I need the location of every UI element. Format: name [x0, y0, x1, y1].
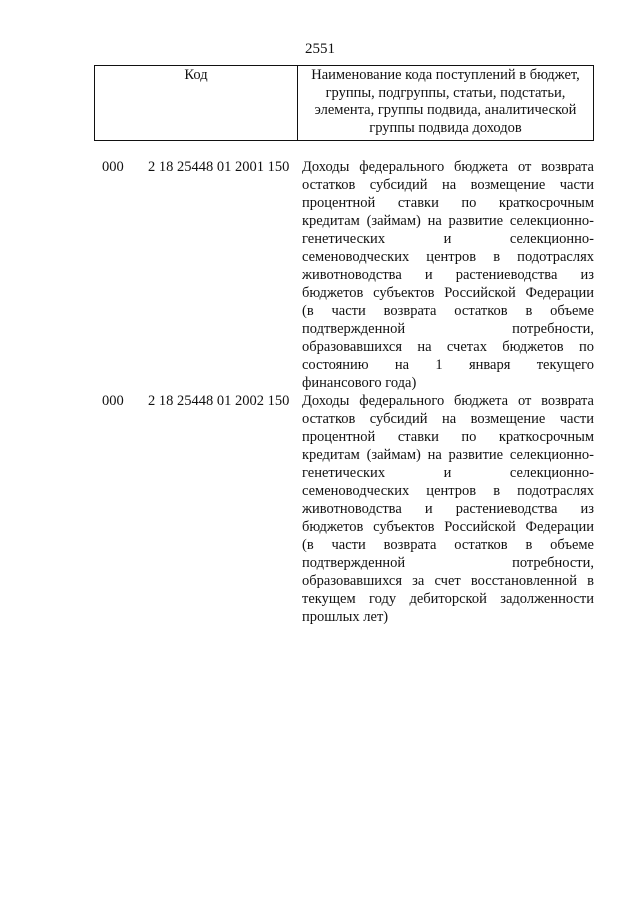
description-line: процентной ставки по краткосрочным: [302, 429, 594, 445]
description-line: Доходы федерального бюджета от возврата: [302, 159, 594, 175]
table-header: [94, 65, 594, 141]
description-line: семеноводческих центров в подотраслях: [302, 483, 594, 499]
description-line: текущем году дебиторской задолженности: [302, 591, 594, 607]
description-line: состоянию на 1 января текущего: [302, 357, 594, 373]
description-line: генетических и селекционно-: [302, 231, 594, 247]
revenue-description: [302, 392, 594, 626]
description-line: процентной ставки по краткосрочным: [302, 195, 594, 211]
description-line: генетических и селекционно-: [302, 465, 594, 481]
description-line: подтвержденной потребности,: [302, 321, 594, 337]
description-line: животноводства и растениеводства из: [302, 501, 594, 517]
revenue-description: [302, 158, 594, 392]
description-line: подтвержденной потребности,: [302, 555, 594, 571]
description-line: остатков субсидий на возмещение части: [302, 177, 594, 193]
description-line: прошлых лет): [302, 609, 389, 625]
description-line: животноводства и растениеводства из: [302, 267, 594, 283]
description-line: кредитам (займам) на развитие селекционно-: [302, 447, 594, 463]
revenue-code: 2 18 25448 01 2002 150: [148, 393, 290, 409]
admin-code: 000: [102, 393, 124, 409]
description-line: финансового года): [302, 375, 417, 391]
header-code-column: Код: [95, 66, 298, 140]
description-line: кредитам (займам) на развитие селекционно-: [302, 213, 594, 229]
header-name-column: Наименование кода поступлений в бюджет, группы, подгруппы, статьи, подстатьи, элемента, группы подвида, аналитической группы подвида доходов: [311, 67, 580, 136]
description-line: (в части возврата остатков в объеме: [302, 303, 594, 319]
table-body: [94, 158, 594, 626]
description-line: образовавшихся на счетах бюджетов по: [302, 339, 594, 355]
table-row: [94, 392, 594, 626]
description-line: образовавшихся за счет восстановленной в: [302, 573, 594, 589]
description-line: (в части возврата остатков в объеме: [302, 537, 594, 553]
admin-code: 000: [102, 159, 124, 175]
description-line: Доходы федерального бюджета от возврата: [302, 393, 594, 409]
description-line: бюджетов субъектов Российской Федерации: [302, 519, 594, 535]
description-line: остатков субсидий на возмещение части: [302, 411, 594, 427]
description-line: бюджетов субъектов Российской Федерации: [302, 285, 594, 301]
description-line: семеноводческих центров в подотраслях: [302, 249, 594, 265]
revenue-code: 2 18 25448 01 2001 150: [148, 159, 290, 175]
table-row: [94, 158, 594, 392]
page-number: 2551: [305, 41, 335, 57]
